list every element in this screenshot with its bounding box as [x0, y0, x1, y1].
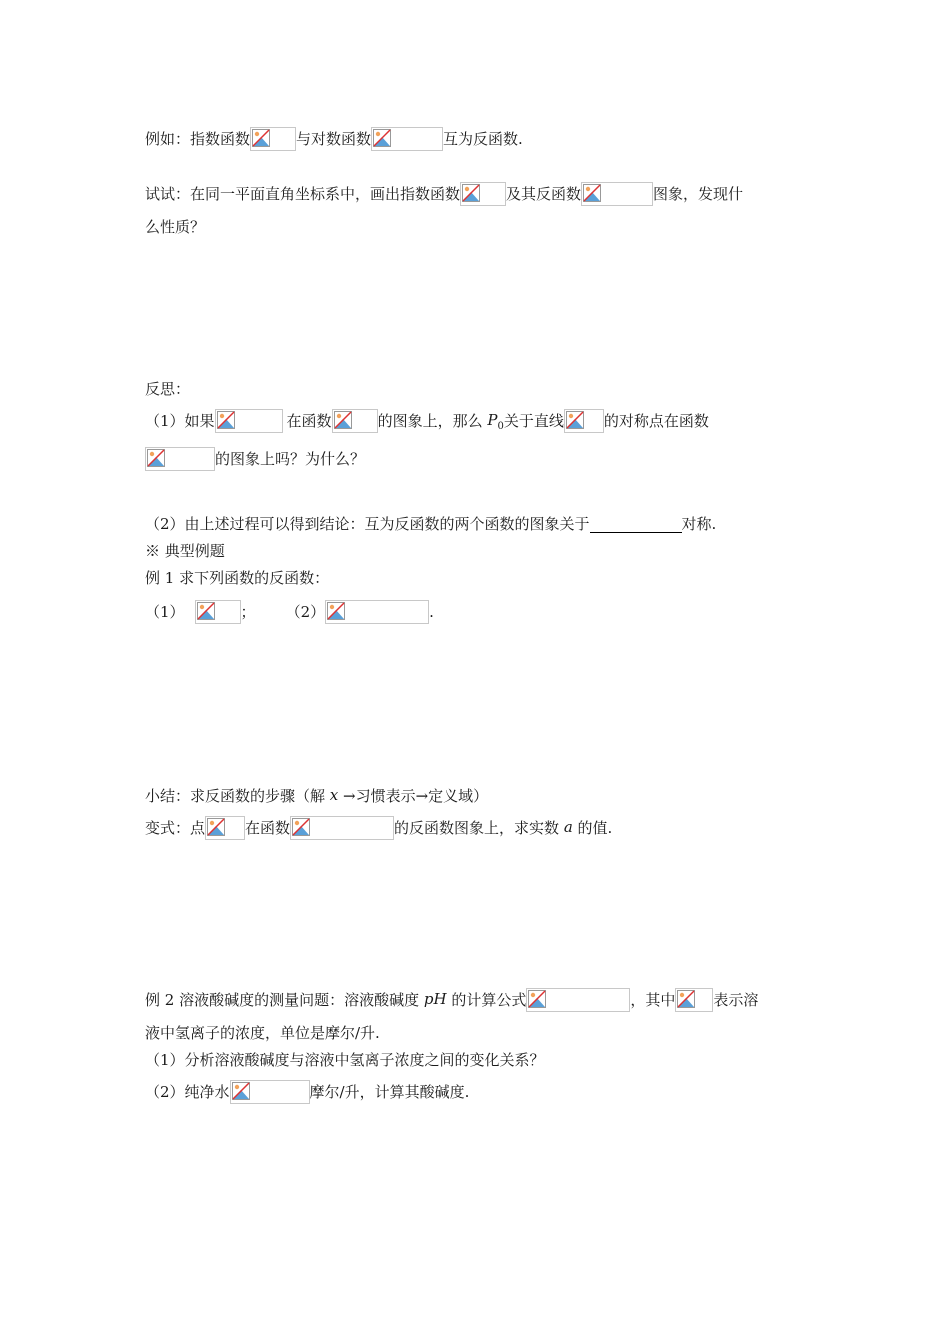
line-try-cont [145, 215, 205, 238]
text: 的计算公式 [446, 991, 527, 1009]
point-p0: P [487, 411, 498, 429]
text: ； [240, 603, 256, 621]
text: 对称. [681, 515, 717, 533]
formula-image [371, 127, 443, 151]
variant [145, 816, 612, 840]
broken-image-icon [677, 990, 695, 1008]
text: 的图象上吗？为什么？ [215, 450, 366, 468]
example-2 [145, 988, 758, 1012]
reflection-q1 [145, 409, 709, 438]
broken-image-icon [566, 411, 584, 429]
broken-image-icon [207, 818, 225, 836]
reflection-q1-cont [145, 447, 365, 471]
text: 的反函数图象上，求实数 [394, 819, 564, 837]
formula-image [325, 600, 429, 624]
broken-image-icon [217, 411, 235, 429]
text: （1）分析溶液酸碱度与溶液中氢离子浓度之间的变化关系？ [145, 1051, 545, 1069]
text: 表示溶 [713, 991, 759, 1009]
formula-image [675, 988, 713, 1012]
text: 例 1 求下列函数的反函数： [145, 569, 330, 587]
text: 在函数 [245, 819, 291, 837]
broken-image-icon [197, 602, 215, 620]
broken-image-icon [373, 129, 391, 147]
text: 在函数 [286, 412, 332, 430]
text: . [429, 603, 434, 621]
reflection-q2 [145, 512, 716, 535]
summary [145, 784, 488, 807]
formula-image [195, 600, 241, 624]
text: 图象，发现什 [653, 185, 744, 203]
text: 变式：点 [145, 819, 206, 837]
formula-image [290, 816, 394, 840]
formula-image [145, 447, 215, 471]
broken-image-icon [334, 411, 352, 429]
line-example-inverse [145, 127, 523, 151]
section-heading-examples [145, 539, 225, 562]
reflection-heading [145, 377, 190, 400]
text: 及其反函数 [506, 185, 582, 203]
text: （1） [145, 603, 185, 621]
formula-image [460, 182, 506, 206]
formula-image [581, 182, 653, 206]
formula-image [564, 409, 604, 433]
fill-blank[interactable] [590, 516, 682, 533]
formula-image [332, 409, 378, 433]
formula-image [526, 988, 630, 1012]
text: （1）如果 [145, 412, 215, 430]
example-2-q1 [145, 1048, 545, 1071]
text: ※ 典型例题 [145, 542, 225, 560]
broken-image-icon [528, 990, 546, 1008]
text: 的值. [572, 819, 613, 837]
text: 小结：求反函数的步骤（解 [145, 787, 330, 805]
text: 例 2 溶液酸碱度的测量问题：溶液酸碱度 [145, 991, 424, 1009]
text: （2）纯净水 [145, 1083, 230, 1101]
text: 试试：在同一平面直角坐标系中，画出指数函数 [145, 185, 461, 203]
subscript: 0 [497, 421, 504, 432]
formula-image [250, 127, 296, 151]
text: 反思： [145, 380, 191, 398]
formula-image [230, 1080, 310, 1104]
text: （2） [285, 603, 326, 621]
text: 摩尔/升，计算其酸碱度. [309, 1083, 470, 1101]
text: 液中氢离子的浓度，单位是摩尔/升. [145, 1024, 380, 1042]
var-x: x [329, 786, 339, 804]
text: 与对数函数 [296, 130, 372, 148]
example-1 [145, 566, 329, 589]
text: →习惯表示→定义域） [338, 787, 489, 805]
text: 的对称点在函数 [603, 412, 709, 430]
example-2-cont [145, 1021, 380, 1044]
broken-image-icon [327, 602, 345, 620]
line-try [145, 182, 743, 206]
var-a: a [563, 818, 573, 836]
broken-image-icon [583, 184, 601, 202]
example-2-q2 [145, 1080, 469, 1104]
text: 例如：指数函数 [145, 130, 251, 148]
broken-image-icon [147, 449, 165, 467]
formula-image [205, 816, 245, 840]
text: 互为反函数. [443, 130, 523, 148]
broken-image-icon [252, 129, 270, 147]
text: 的图象上，那么 [377, 412, 488, 430]
text: （2）由上述过程可以得到结论：互为反函数的两个函数的图象关于 [145, 515, 590, 533]
formula-image [215, 409, 283, 433]
text: 关于直线 [503, 412, 564, 430]
broken-image-icon [462, 184, 480, 202]
broken-image-icon [232, 1082, 250, 1100]
broken-image-icon [292, 818, 310, 836]
example-1-parts [145, 600, 434, 624]
var-ph: pH [423, 990, 447, 1008]
text: 么性质？ [145, 218, 206, 236]
text: ，其中 [630, 991, 676, 1009]
